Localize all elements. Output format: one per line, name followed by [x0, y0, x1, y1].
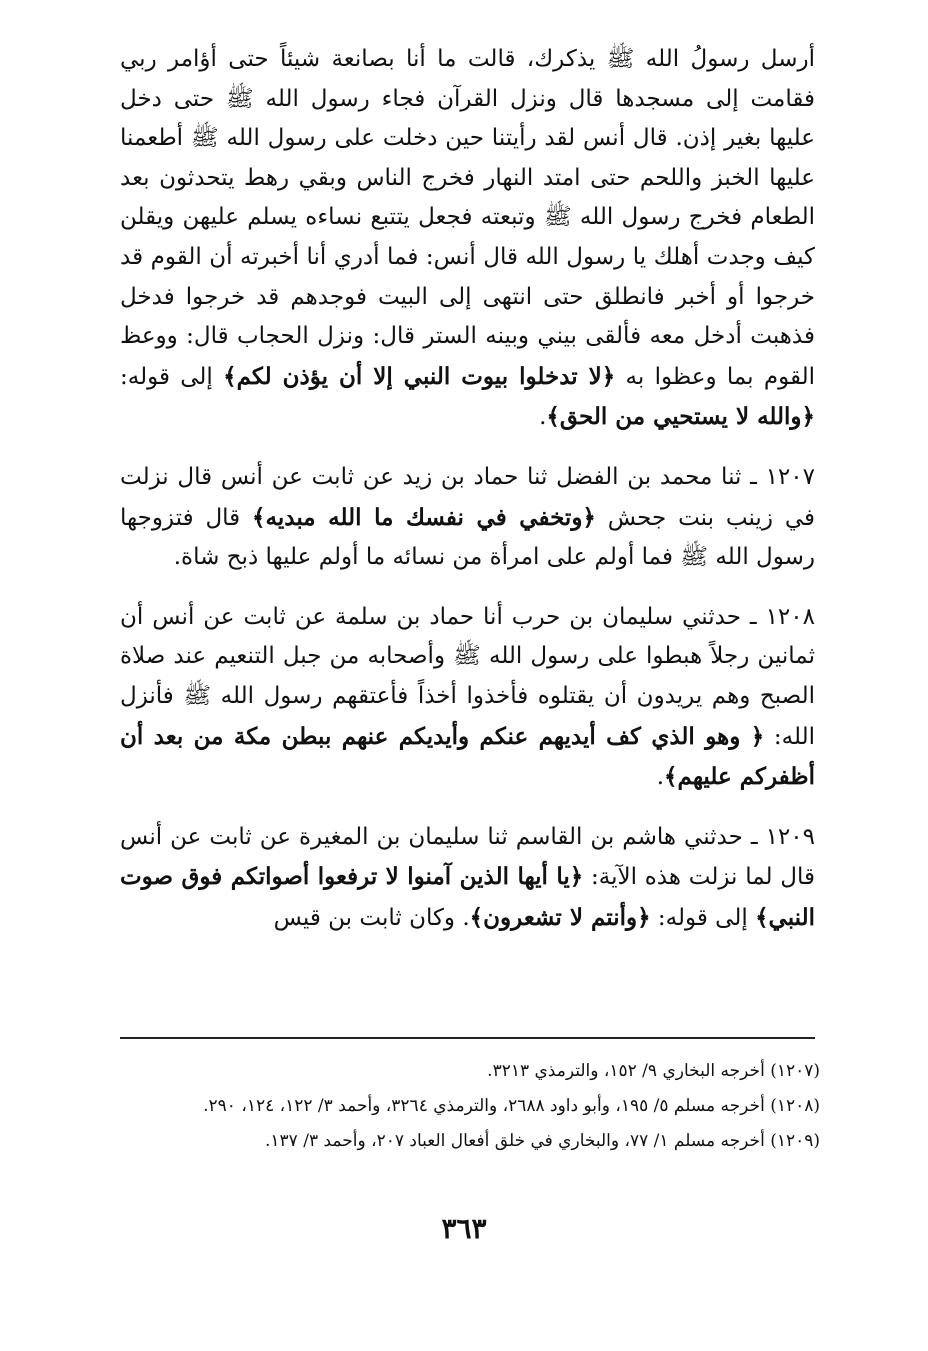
hadith-number: ١٢٠٧: [765, 463, 815, 490]
quran-quote: ﴿والله لا يستحيي من الحق﴾: [546, 403, 815, 431]
quran-quote: ﴿وتخفي في نفسك ما الله مبديه﴾: [252, 503, 596, 531]
hadith-text: ـ حدثني سليمان بن حرب أنا حماد بن سلمة عن ثابت عن أنس أن ثمانين رجلاً هبطوا على رسول الله ﷺ وأصحابه من جبل التنعيم عند صلاة الصبح وهم يريدون أن يقتلوه فأخذوا أخذاً فأعتقهم رسول الله ﷺ فأنزل الله:: [120, 603, 816, 750]
hadith-1208: [120, 598, 815, 798]
quran-quote: ﴿لا تدخلوا بيوت النبي إلا أن يؤذن لكم﴾: [223, 362, 616, 390]
hadith-1209: [120, 818, 815, 939]
quran-quote: ﴿وأنتم لا تشعرون﴾: [469, 903, 651, 931]
footnote-divider: [120, 1037, 815, 1039]
hadith-1206-continuation: [120, 40, 815, 438]
hadith-text: أرسل رسولُ الله ﷺ يذكرك، قالت ما أنا بصانعة شيئاً حتى أؤامر ربي فقامت إلى مسجدها قال ونزل القرآن فجاء رسول الله ﷺ حتى دخل عليها بغير إذن. قال أنس لقد رأيتنا حين دخلت على رسول الله ﷺ أطعمنا عليها الخبز واللحم حتى امتد النهار فخرج الناس وبقي رهط يتحدثون بعد الطعام فخرج رسول الله ﷺ وتبعته فجعل يتتبع نساءه يسلم عليهن ويقلن كيف وجدت أهلك يا رسول الله قال أنس: فما أدري أنا أخبرته أن القوم قد خرجوا أو أخبر فانطلق حتى انتهى إلى البيت فوجدهم قد خرجوا فدخل فذهبت أدخل معه فألقى بيني وبينه الستر قال: ونزل الحجاب قال: ووعظ القوم بما وعظوا به: [120, 46, 816, 390]
hadith-text: إلى قوله:: [650, 904, 756, 931]
footnote-1209: (١٢٠٩) أخرجه مسلم ١/ ٧٧، والبخاري في خلق أفعال العباد ٢٠٧، وأحمد ٣/ ١٣٧.: [264, 1131, 820, 1151]
hadith-text: .: [539, 404, 547, 431]
hadith-number: ١٢٠٩: [765, 823, 815, 850]
page-number: ٣٦٣: [441, 1212, 487, 1245]
footnote-1207: (١٢٠٧) أخرجه البخاري ٩/ ١٥٢، والترمذي ٣٢١٣.: [487, 1061, 820, 1081]
hadith-text: قال فتزوجها رسول الله ﷺ فما أولم على امرأة من نسائه ما أولم عليها ذبح شاة.: [120, 504, 815, 571]
quran-quote: ﴿ وهو الذي كف أيديهم عنكم وأيديكم عنهم ببطن مكة من بعد أن أظفركم عليهم﴾: [120, 722, 815, 791]
hadith-number: ١٢٠٨: [765, 603, 815, 630]
footnotes: [120, 1056, 820, 1161]
hadith-text: ـ حدثني هاشم بن القاسم ثنا سليمان بن المغيرة عن ثابت عن أنس قال لما نزلت هذه الآية:: [120, 823, 815, 891]
quran-quote: ﴿يا أيها الذين آمنوا لا ترفعوا أصواتكم فوق صوت النبي﴾: [120, 863, 815, 931]
hadith-text: .: [656, 764, 665, 791]
hadith-1207: [120, 458, 815, 578]
hadith-text: إلى قوله:: [120, 363, 224, 390]
main-text: [120, 40, 815, 938]
footnote-1208: (١٢٠٨) أخرجه مسلم ٥/ ١٩٥، وأبو داود ٢٦٨٨، والترمذي ٣٢٦٤، وأحمد ٣/ ١٢٢، ١٢٤، ٢٩٠.: [203, 1096, 820, 1116]
hadith-text: . وكان ثابت بن قيس: [273, 904, 470, 931]
hadith-text: ـ ثنا محمد بن الفضل ثنا حماد بن زيد عن ثابت عن أنس قال نزلت في زينب بنت جحش: [120, 463, 815, 531]
